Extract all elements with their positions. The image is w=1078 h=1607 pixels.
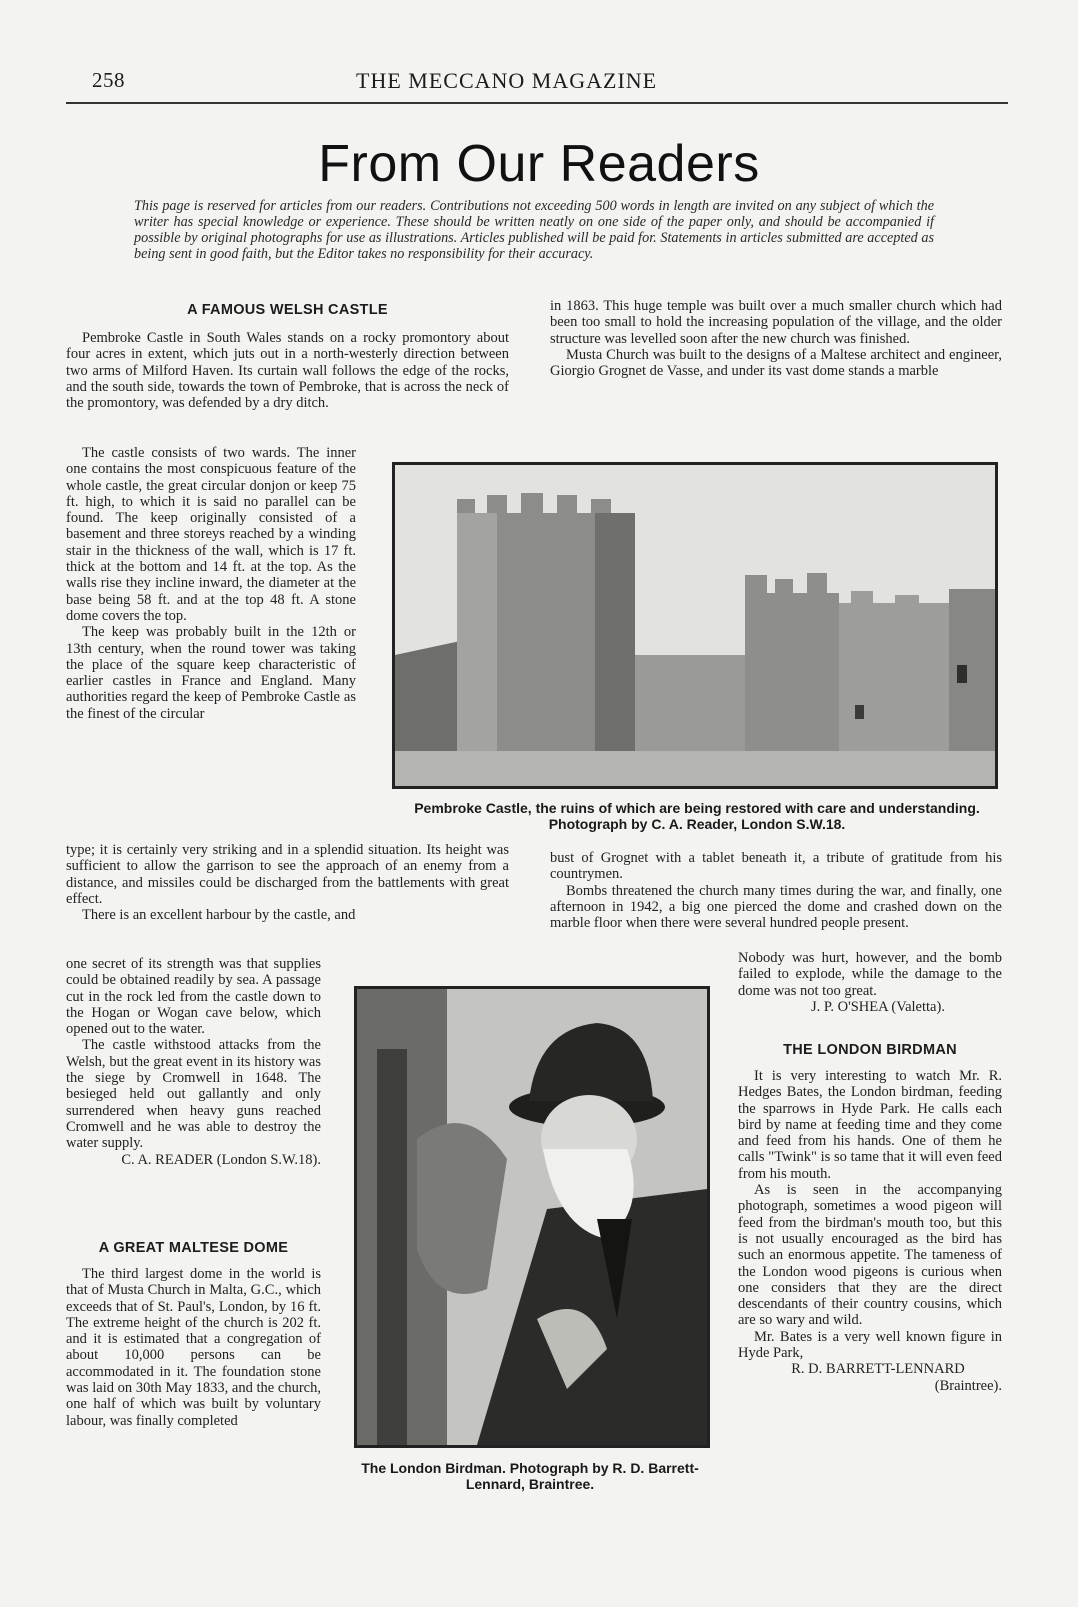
maltese-para-1b: in 1863. This huge temple was built over a much smaller church which had been too small to hold the increasing population of the village, and the older structure was levelled soon after the new church was finished. Musta Church was built to the designs of a Maltese architect and engineer, Giorgio Grognet de Vasse, and under its vast dome stands a marble	[550, 298, 1002, 380]
article-heading-castle: A FAMOUS WELSH CASTLE	[187, 302, 388, 318]
birdman-caption: The London Birdman. Photograph by R. D. Barrett-Lennard, Braintree.	[361, 1460, 699, 1492]
castle-para-1: Pembroke Castle in South Wales stands on a rocky promontory about four acres in extent, which juts out in a north-westerly direction between two arms of Milford Haven. Its curtain wall follows the edge of the rocks, and the south side, towards the town of Pembroke, that is across the neck of the promontory, was defended by a dry ditch.	[66, 330, 509, 412]
castle-para-2: The castle consists of two wards. The inner one contains the most conspicuous feature of the whole castle, the great circular donjon or keep 75 ft. high, to which it is said no parallel can be found. The keep originally consisted of a basement and three storeys reached by a winding stair in the thickness of the wall, which is 17 ft. thick at the bottom and 14 ft. at the top. As the walls rise they incline inward, the diameter at the base being 58 ft. and at the top 48 ft. A stone dome covers the top. The keep was probably built in the 12th or 13th century, when the round tower was taking the place of the square keep characteristic of earlier castles in France and England. Many authorities regard the keep of Pembroke Castle as the finest of the circular	[66, 445, 356, 722]
maltese-para-2: bust of Grognet with a tablet beneath it, a tribute of gratitude from his countrymen. Bombs threatened the church many times during the war, and finally, one afternoon in 1942, a big one pierced the dome and crashed down on the marble floor when there were several hundred people present.	[550, 850, 1002, 932]
castle-para-3: type; it is certainly very striking and in a splendid situation. Its height was sufficient to allow the garrison to see the approach of an enemy from a distance, and missiles could be discharged from the battlements with great effect. There is an excellent harbour by the castle, and	[66, 842, 509, 924]
castle-signature: C. A. READER (London S.W.18).	[121, 1151, 321, 1168]
birdman-signature: R. D. BARRETT-LENNARD	[791, 1361, 965, 1378]
birdman-paras: It is very interesting to watch Mr. R. Hedges Bates, the London birdman, feeding the sparrows in Hyde Park. He calls each bird by name at feeding time and they come and feed from his hands. One of them he calls "Twink" is so tame that it will even feed from his mouth. As is seen in the accompanying photograph, sometimes a wood pigeon will feed from the birdman's mouth too, but this is not usually encouraged as the bird has such an enormous appetite. The tameness of the London wood pigeons is curious when one considers that they are the direct descendants of their country cousins, which are so wary and wild. Mr. Bates is a very well known figure in Hyde Park, R. D. BARRETT-LENNARD (Braintree).	[738, 1068, 1002, 1394]
castle-caption: Pembroke Castle, the ruins of which are being restored with care and understanding. Photograph by C. A. Reader, London S.W.18.	[414, 800, 980, 832]
birdman-photo	[354, 986, 710, 1448]
magazine-title: THE MECCANO MAGAZINE	[356, 68, 658, 93]
page-number: 258	[92, 68, 125, 92]
maltese-para-1: The third largest dome in the world is that of Musta Church in Malta, G.C., which exceeds that of St. Paul's, London, by 16 ft. The extreme height of the church is 202 ft. and it is estimated that a congregation of about 10,000 persons can be accommodated in it. The foundation stone was laid on 30th May 1833, and the church, one half of which was built by voluntary labour, was finally completed	[66, 1266, 321, 1429]
maltese-para-3: Nobody was hurt, however, and the bomb failed to explode, while the damage to the dome was not too great. J. P. O'SHEA (Valetta).	[738, 950, 1002, 1015]
birdman-illustration	[357, 989, 707, 1445]
header-rule	[66, 102, 1008, 104]
castle-illustration	[395, 465, 995, 786]
intro-note: This page is reserved for articles from our readers. Contributions not exceeding 500 words in length are invited on any subject of which the writer has special knowledge or experience. These should be written neatly on one side of the paper only, and should be accompanied if possible by original photographs for use as illustrations. Articles published will be paid for. Statements in articles submitted are accepted as being sent in good faith, but the Editor takes no responsibility for their accuracy.	[134, 198, 934, 262]
maltese-signature: J. P. O'SHEA (Valetta).	[811, 998, 945, 1015]
article-heading-maltese: A GREAT MALTESE DOME	[98, 1240, 289, 1256]
page-title: From Our Readers	[318, 135, 760, 193]
castle-photo	[392, 462, 998, 789]
castle-para-4: one secret of its strength was that supplies could be obtained readily by sea. A passage cut in the rock led from the castle down to the Hogan or Wogan cave below, which opened out to the water. The castle withstood attacks from the Welsh, but the great event in its history was the siege by Cromwell in 1648. The besieged held out gallantly and only surrendered when heavy guns reached Cromwell and he was able to destroy the water supply. C. A. READER (London S.W.18).	[66, 956, 321, 1168]
article-heading-birdman: THE LONDON BIRDMAN	[783, 1042, 957, 1058]
